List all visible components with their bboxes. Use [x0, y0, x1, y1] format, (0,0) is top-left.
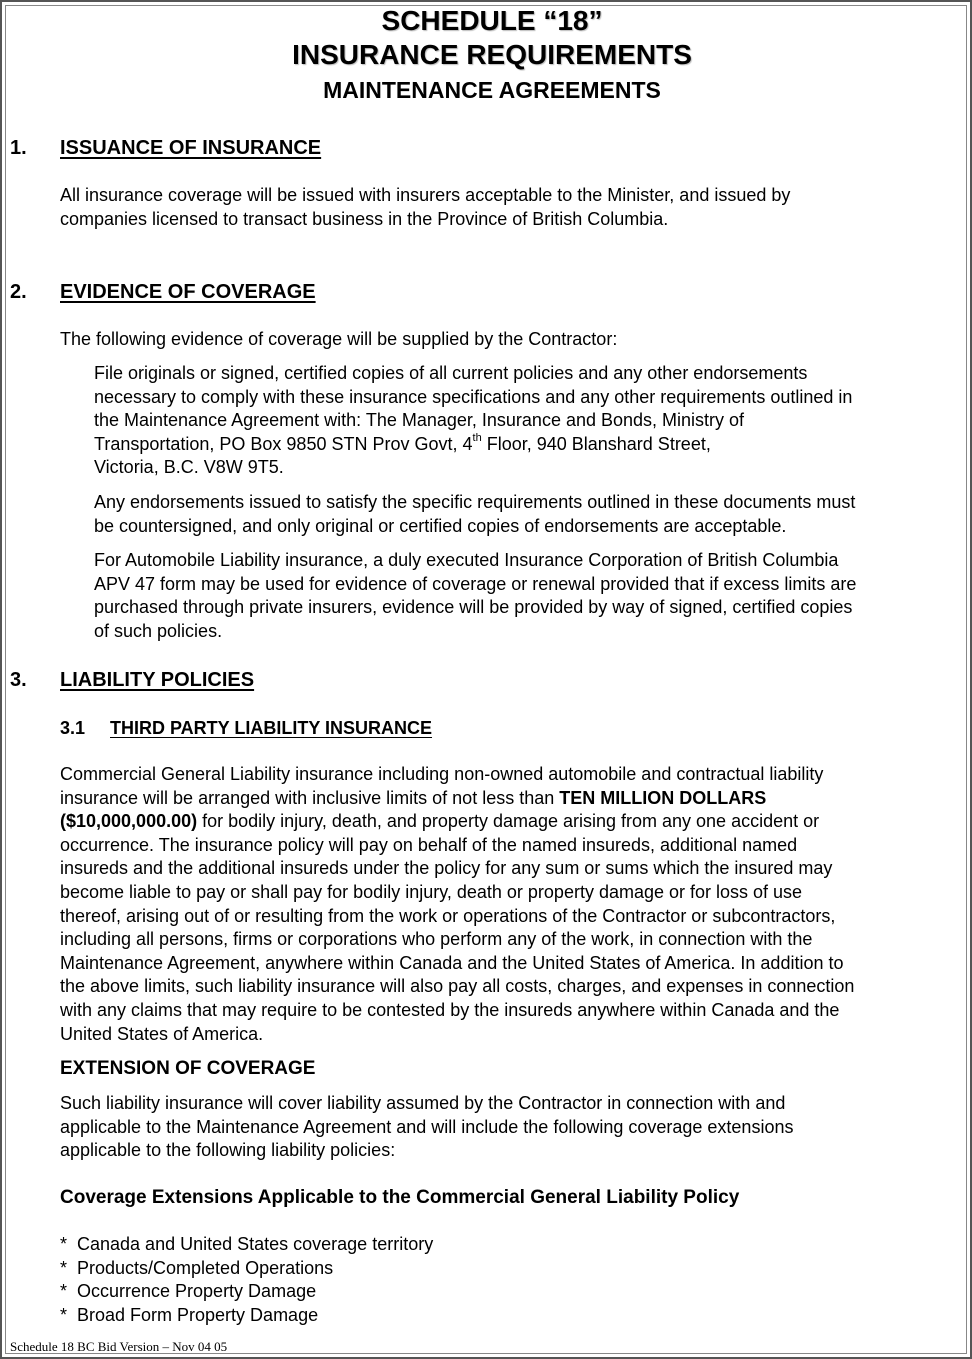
- section-3-title: LIABILITY POLICIES: [60, 669, 255, 691]
- paragraph-line: including all persons, firms or corporations who perform any of the work, in connection with the: [60, 929, 813, 950]
- section-1-paragraph: [60, 184, 790, 231]
- section-2-paragraph-1: [94, 362, 852, 480]
- ordinal-suffix: th: [472, 431, 482, 444]
- section-2-title: EVIDENCE OF COVERAGE: [60, 281, 316, 303]
- paragraph-line: Maintenance Agreement, anywhere within Canada and the United States of America. In addition to: [60, 952, 844, 973]
- paragraph-line: File originals or signed, certified copies of all current policies and any other endorsements: [94, 363, 808, 383]
- list-item-text: Occurrence Property Damage: [77, 1281, 317, 1302]
- list-item-text: Canada and United States coverage territory: [77, 1234, 434, 1254]
- paragraph-line: necessary to comply with these insurance specifications and any other requirements outlined in: [94, 386, 853, 407]
- paragraph-line: For Automobile Liability insurance, a duly executed Insurance Corporation of British Columbia: [94, 550, 839, 570]
- text-run: for bodily injury, death, and property damage arising from any one accident or: [197, 811, 820, 832]
- extension-of-coverage-heading: EXTENSION OF COVERAGE: [60, 1058, 316, 1079]
- paragraph-line: purchased through private insurers, evidence will be provided by way of signed, certified copies: [94, 597, 853, 618]
- paragraph-line: APV 47 form may be used for evidence of coverage or renewal provided that if excess limits are: [94, 573, 857, 594]
- paragraph-line: Any endorsements issued to satisfy the specific requirements outlined in these documents must: [94, 492, 856, 512]
- list-item: [60, 1304, 433, 1328]
- extension-of-coverage-paragraph: [60, 1092, 793, 1163]
- section-3-number: 3.: [10, 669, 27, 691]
- schedule-title: SCHEDULE “18”: [381, 5, 603, 36]
- paragraph-line: insureds and the additional insureds under the policy for any sum or sums which the insured may: [60, 858, 833, 879]
- limit-amount-words: TEN MILLION DOLLARS: [559, 787, 767, 808]
- section-1-number: 1.: [10, 137, 27, 159]
- paragraph-line: All insurance coverage will be issued with insurers acceptable to the Minister, and issued by: [60, 185, 791, 205]
- section-2-number: 2.: [10, 281, 27, 303]
- paragraph-line: the Maintenance Agreement with: The Manager, Insurance and Bonds, Ministry of: [94, 410, 745, 431]
- paragraph-line: applicable to the Maintenance Agreement and will include the following coverage extensions: [60, 1116, 794, 1137]
- bullet-marker: *: [60, 1281, 68, 1302]
- bullet-marker: *: [60, 1257, 68, 1278]
- section-2-paragraph-2: [94, 491, 855, 538]
- paragraph-line: become liable to pay or shall pay for bodily injury, death or property damage or for loss of use: [60, 881, 803, 902]
- page-footer: Schedule 18 BC Bid Version – Nov 04 05: [10, 1339, 228, 1354]
- list-item-text: Products/Completed Operations: [77, 1257, 334, 1278]
- paragraph-line: [60, 810, 854, 834]
- text-run: insurance will be arranged with inclusive limits of not less than: [60, 787, 560, 808]
- page-title: INSURANCE REQUIREMENTS: [292, 39, 692, 70]
- paragraph-line: applicable to the following liability policies:: [60, 1140, 396, 1161]
- section-2-paragraph-3: [94, 549, 856, 643]
- limit-amount-figure: ($10,000,000.00): [60, 811, 198, 832]
- paragraph-line: [94, 433, 852, 457]
- list-item: [60, 1233, 433, 1257]
- third-party-liability-paragraph: [60, 763, 854, 1046]
- address-text: Floor, 940 Blanshard Street,: [481, 433, 711, 454]
- address-text: Transportation, PO Box 9850 STN Prov Govt, 4: [94, 433, 473, 454]
- paragraph-line: with any claims that may require to be contested by the insureds anywhere within Canada and the: [60, 999, 840, 1020]
- paragraph-line: thereof, arising out of or resulting from the work or operations of the Contractor or subcontractors,: [60, 905, 836, 926]
- subsection-3-1-title: THIRD PARTY LIABILITY INSURANCE: [110, 718, 433, 738]
- page-subtitle: MAINTENANCE AGREEMENTS: [323, 77, 661, 103]
- section-1-title: ISSUANCE OF INSURANCE: [60, 137, 322, 159]
- paragraph-line: of such policies.: [94, 620, 223, 641]
- paragraph-line: occurrence. The insurance policy will pay on behalf of the named insureds, additional named: [60, 834, 798, 855]
- paragraph-line: Victoria, B.C. V8W 9T5.: [94, 457, 284, 478]
- list-item: [60, 1280, 433, 1304]
- bullet-marker: *: [60, 1234, 68, 1254]
- list-item: [60, 1257, 433, 1281]
- paragraph-line: Such liability insurance will cover liability assumed by the Contractor in connection with and: [60, 1093, 786, 1113]
- bullet-marker: *: [60, 1304, 68, 1325]
- paragraph-line: be countersigned, and only original or certified copies of endorsements are acceptable.: [94, 515, 787, 536]
- list-item-text: Broad Form Property Damage: [77, 1304, 319, 1325]
- section-2-intro: The following evidence of coverage will be supplied by the Contractor:: [60, 329, 618, 349]
- paragraph-line: companies licensed to transact business in the Province of British Columbia.: [60, 208, 669, 229]
- subsection-3-1-number: 3.1: [60, 718, 86, 738]
- coverage-extensions-heading: Coverage Extensions Applicable to the Commercial General Liability Policy: [60, 1187, 740, 1208]
- paragraph-line: Commercial General Liability insurance including non-owned automobile and contractual liability: [60, 764, 824, 784]
- paragraph-line: [60, 787, 854, 811]
- paragraph-line: United States of America.: [60, 1023, 264, 1044]
- paragraph-line: the above limits, such liability insurance will also pay all costs, charges, and expenses in connection: [60, 976, 855, 997]
- coverage-extensions-list: [60, 1233, 433, 1327]
